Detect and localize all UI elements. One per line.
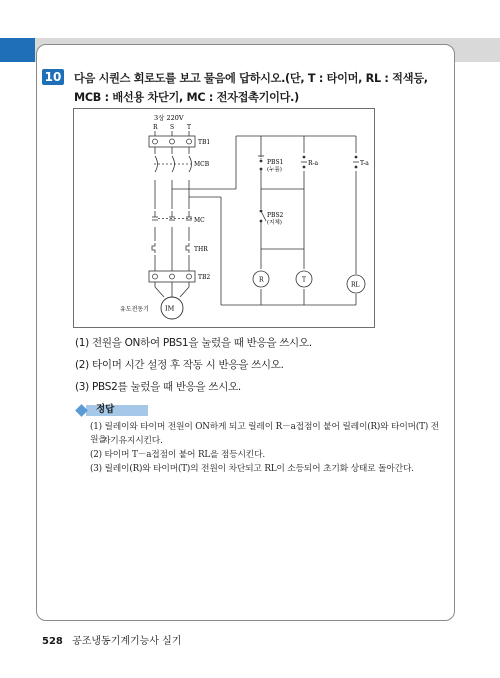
lamp-label: RL bbox=[351, 281, 360, 289]
circuit-diagram bbox=[73, 108, 375, 328]
book-title: 공조냉동기계기능사 실기 bbox=[72, 636, 182, 647]
mc-label: MC bbox=[194, 217, 205, 224]
header-accent bbox=[0, 38, 35, 62]
sub-question-2: (2) 타이머 시간 설정 후 작동 시 반응을 쓰시오. bbox=[75, 359, 284, 371]
mc-contacts bbox=[152, 209, 192, 227]
relay-coil-label: R bbox=[259, 276, 264, 284]
mcb-label: MCB bbox=[194, 161, 210, 168]
ra-label: R-a bbox=[308, 160, 319, 167]
sub-question-3: (3) PBS2를 눌렀을 때 반응을 쓰시오. bbox=[75, 381, 241, 393]
answer-tag-label: 정답 bbox=[96, 404, 115, 415]
answer-line-3: (2) 타이머 T－a접점이 붙어 RL을 점등시킨다. bbox=[90, 450, 265, 460]
pbs1-label: PBS1 bbox=[267, 159, 284, 166]
timer-coil-label: T bbox=[302, 276, 307, 284]
sub-question-1: (1) 전원을 ON하여 PBS1을 눌렀을 때 반응을 쓰시오. bbox=[75, 337, 312, 349]
phase-r: R bbox=[153, 124, 158, 131]
page-footer bbox=[42, 632, 182, 647]
answer-line-2: 자기유지시킨다. bbox=[102, 436, 163, 446]
motor-caption: 유도전동기 bbox=[120, 306, 149, 313]
phase-t: T bbox=[187, 124, 192, 131]
answer-line-4: (3) 릴레이(R)와 타이머(T)의 전원이 차단되고 RL이 소등되어 초기화 상태로 돌아간다. bbox=[90, 464, 414, 474]
motor-label: IM bbox=[165, 304, 175, 313]
phase-s: S bbox=[170, 124, 175, 131]
pbs2-note: (지체) bbox=[267, 220, 282, 226]
supply-label: 3상 220V bbox=[154, 114, 184, 122]
tb2-label: TB2 bbox=[198, 274, 211, 281]
tb1-label: TB1 bbox=[198, 139, 211, 146]
thr-label: THR bbox=[194, 246, 208, 253]
answer-line-1: (1) 릴레이와 타이머 전원이 ON하게 되고 릴레이 R－a접점이 붙어 릴레이(R)와 타이머(T) 전원을 bbox=[90, 422, 439, 445]
circuit-svg bbox=[74, 109, 374, 327]
question-number: 10 bbox=[42, 69, 64, 85]
answer-tag bbox=[74, 403, 149, 417]
pbs1-note: (누름) bbox=[267, 167, 282, 173]
ta-label: T-a bbox=[360, 160, 369, 167]
pbs2-label: PBS2 bbox=[267, 212, 284, 219]
mcb-contacts bbox=[152, 154, 192, 180]
page-number: 528 bbox=[42, 636, 63, 647]
question-text: 다음 시퀀스 회로도를 보고 물음에 답하시오.(단, T : 타이머, RL : 적색등, MCB : 배선용 차단기, MC : 전자접촉기이다.) bbox=[74, 72, 428, 104]
